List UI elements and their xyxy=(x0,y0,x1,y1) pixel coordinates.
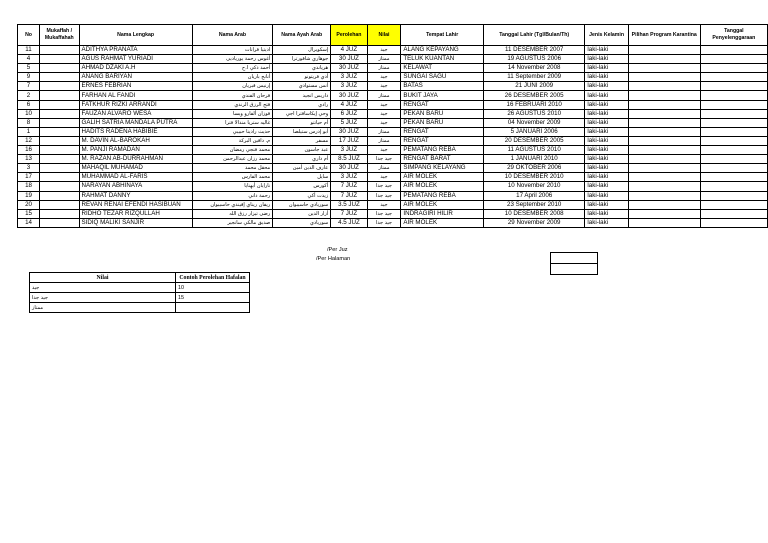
cell-perolehan: 30 JUZ xyxy=(331,91,367,100)
legend-contoh xyxy=(176,303,250,313)
cell-mukaffah xyxy=(40,182,79,191)
cell-nilai: جيد xyxy=(367,118,401,127)
cell-tempat-lahir: RENGAT BARAT xyxy=(401,155,484,164)
cell-nama-ayah-arab: سايل xyxy=(273,173,331,182)
cell-pilihan-program xyxy=(628,91,700,100)
cell-nilai: جيد جدا xyxy=(367,191,401,200)
cell-tempat-lahir: SUNGAI SAGU xyxy=(401,73,484,82)
cell-tempat-lahir: PEKAN BARU xyxy=(401,118,484,127)
cell-tanggal-penyelenggaraan xyxy=(700,109,767,118)
table-row xyxy=(18,200,768,209)
cell-jenis-kelamin: laki-laki xyxy=(585,209,628,218)
cell-tempat-lahir: RENGAT xyxy=(401,100,484,109)
cell-no: 14 xyxy=(18,218,40,227)
cell-mukaffah xyxy=(40,173,79,182)
header-nama-lengkap: Nama Lengkap xyxy=(79,25,192,46)
cell-no: 2 xyxy=(18,91,40,100)
cell-no: 12 xyxy=(18,136,40,145)
cell-tanggal-penyelenggaraan xyxy=(700,55,767,64)
cell-no: 6 xyxy=(18,100,40,109)
cell-pilihan-program xyxy=(628,191,700,200)
cell-tempat-lahir: AIR MOLEK xyxy=(401,218,484,227)
cell-tanggal-lahir: 23 September 2010 xyxy=(483,200,584,209)
cell-tanggal-lahir: 1 JANUARI 2010 xyxy=(483,155,584,164)
cell-jenis-kelamin: laki-laki xyxy=(585,82,628,91)
table-row xyxy=(18,182,768,191)
empty-box xyxy=(551,264,598,275)
student-table xyxy=(17,24,768,228)
cell-nama-ayah-arab: إسكويرال xyxy=(273,46,331,55)
table-row xyxy=(18,146,768,155)
cell-pilihan-program xyxy=(628,118,700,127)
table-row xyxy=(18,136,768,145)
legend-nilai: جيد جدا xyxy=(30,293,176,303)
cell-tanggal-lahir: 20 DESEMBER 2005 xyxy=(483,136,584,145)
legend-nilai: جيد xyxy=(30,283,176,293)
legend-contoh: 10 xyxy=(176,283,250,293)
cell-nama-arab: أحمد ذكي ا.ح xyxy=(192,64,273,73)
cell-nilai: جيد جدا xyxy=(367,218,401,227)
cell-pilihan-program xyxy=(628,127,700,136)
table-row xyxy=(18,82,768,91)
table-row xyxy=(18,173,768,182)
cell-tanggal-lahir: 5 JANUARI 2006 xyxy=(483,127,584,136)
cell-tempat-lahir: ALANG KEPAYANG xyxy=(401,46,484,55)
cell-tanggal-penyelenggaraan xyxy=(700,218,767,227)
cell-nama-ayah-arab: داريس انجيد xyxy=(273,91,331,100)
table-row xyxy=(18,209,768,218)
cell-tanggal-penyelenggaraan xyxy=(700,73,767,82)
cell-perolehan: 4.5 JUZ xyxy=(331,218,367,227)
table-row xyxy=(18,109,768,118)
cell-nama-arab: نارايان أبهنايا xyxy=(192,182,273,191)
cell-nilai: جيد xyxy=(367,82,401,91)
table-row xyxy=(18,155,768,164)
cell-tanggal-penyelenggaraan xyxy=(700,136,767,145)
cell-nama-ayah-arab: هرياندي xyxy=(273,64,331,73)
cell-perolehan: 7 JUZ xyxy=(331,209,367,218)
cell-pilihan-program xyxy=(628,136,700,145)
cell-tanggal-penyelenggaraan xyxy=(700,91,767,100)
table-body xyxy=(18,46,768,228)
cell-jenis-kelamin: laki-laki xyxy=(585,200,628,209)
cell-mukaffah xyxy=(40,218,79,227)
cell-tanggal-lahir: 11 AGUSTUS 2010 xyxy=(483,146,584,155)
cell-nilai: جيد xyxy=(367,73,401,82)
cell-tanggal-lahir: 16 FEBRUARI 2010 xyxy=(483,100,584,109)
cell-nama-arab: فرحان الفندي xyxy=(192,91,273,100)
cell-nama-ayah-arab: مسفر xyxy=(273,136,331,145)
table-row xyxy=(18,64,768,73)
cell-tanggal-penyelenggaraan xyxy=(700,209,767,218)
cell-tanggal-lahir: 26 DESEMBER 2005 xyxy=(483,91,584,100)
header-nama-arab: Nama Arab xyxy=(192,25,273,46)
cell-nama-ayah-arab: عبد جاسون xyxy=(273,146,331,155)
header-perolehan: Perolehan xyxy=(331,25,367,46)
cell-no: 3 xyxy=(18,164,40,173)
cell-mukaffah xyxy=(40,146,79,155)
cell-nama-arab: صديق مالكي سانجير xyxy=(192,218,273,227)
table-row xyxy=(18,73,768,82)
cell-perolehan: 30 JUZ xyxy=(331,127,367,136)
cell-tempat-lahir: AIR MOLEK xyxy=(401,182,484,191)
cell-mukaffah xyxy=(40,155,79,164)
cell-nilai: ممتاز xyxy=(367,127,401,136)
cell-tempat-lahir: SIMPANG KELAYANG xyxy=(401,164,484,173)
cell-jenis-kelamin: laki-laki xyxy=(585,46,628,55)
cell-nama-lengkap: M. DAVIN AL-BAROKAH xyxy=(79,136,192,145)
cell-no: 18 xyxy=(18,182,40,191)
cell-tempat-lahir: RENGAT xyxy=(401,136,484,145)
cell-perolehan: 5 JUZ xyxy=(331,118,367,127)
header-nilai: Nilai xyxy=(367,25,401,46)
cell-tanggal-lahir: 11 DESEMBER 2007 xyxy=(483,46,584,55)
cell-nama-ayah-arab: أكورس xyxy=(273,182,331,191)
cell-pilihan-program xyxy=(628,46,700,55)
cell-tempat-lahir: PEMATANG REBA xyxy=(401,146,484,155)
cell-nilai: جيد جدا xyxy=(367,182,401,191)
cell-no: 15 xyxy=(18,209,40,218)
cell-pilihan-program xyxy=(628,73,700,82)
cell-mukaffah xyxy=(40,100,79,109)
cell-tanggal-lahir: 19 AGUSTUS 2006 xyxy=(483,55,584,64)
cell-jenis-kelamin: laki-laki xyxy=(585,146,628,155)
note-per-juz: /Per Juz xyxy=(327,247,348,253)
cell-no: 19 xyxy=(18,191,40,200)
cell-nama-lengkap: AGUS RAHMAT YURIADI xyxy=(79,55,192,64)
header-tanggal-penyelenggaraan: Tanggal Penyelenggaraan xyxy=(700,25,767,46)
cell-no: 1 xyxy=(18,127,40,136)
cell-nama-ayah-arab: أنس مستوادي xyxy=(273,82,331,91)
cell-tanggal-lahir: 11 September 2009 xyxy=(483,73,584,82)
cell-tempat-lahir: TELUK KUANTAN xyxy=(401,55,484,64)
cell-tanggal-lahir: 10 November 2010 xyxy=(483,182,584,191)
legend-nilai: ممتاز xyxy=(30,303,176,313)
cell-jenis-kelamin: laki-laki xyxy=(585,73,628,82)
legend-table xyxy=(29,272,250,313)
cell-nilai: جيد جدا xyxy=(367,155,401,164)
cell-perolehan: 30 JUZ xyxy=(331,64,367,73)
cell-mukaffah xyxy=(40,136,79,145)
cell-tempat-lahir: BATAS xyxy=(401,82,484,91)
cell-perolehan: 3 JUZ xyxy=(331,82,367,91)
cell-nama-ayah-arab: أم حيانتو xyxy=(273,118,331,127)
cell-nama-arab: اديتيا فرانات xyxy=(192,46,273,55)
cell-nama-lengkap: M. RAZAN AB-DURRAHMAN xyxy=(79,155,192,164)
cell-nilai: جيد xyxy=(367,100,401,109)
cell-nama-arab: رضى تيزار رزق الله xyxy=(192,209,273,218)
cell-tanggal-penyelenggaraan xyxy=(700,127,767,136)
cell-tanggal-lahir: 29 November 2009 xyxy=(483,218,584,227)
legend-header-nilai: Nilai xyxy=(30,273,176,283)
cell-jenis-kelamin: laki-laki xyxy=(585,64,628,73)
cell-perolehan: 4 JUZ xyxy=(331,100,367,109)
cell-tanggal-lahir: 17 April 2006 xyxy=(483,191,584,200)
cell-mukaffah xyxy=(40,191,79,200)
cell-nama-arab: محمد الفارس xyxy=(192,173,273,182)
table-row xyxy=(18,164,768,173)
cell-nama-lengkap: RAHMAT DANNY xyxy=(79,191,192,200)
cell-tempat-lahir: RENGAT xyxy=(401,127,484,136)
cell-nama-lengkap: HADITS RADENA HABIBIE xyxy=(79,127,192,136)
cell-nama-lengkap: FARHAN AL FANDI xyxy=(79,91,192,100)
cell-pilihan-program xyxy=(628,64,700,73)
table-row xyxy=(18,91,768,100)
cell-tempat-lahir: AIR MOLEK xyxy=(401,200,484,209)
table-row xyxy=(18,118,768,127)
cell-nama-arab: فتح الرزق الرندي xyxy=(192,100,273,109)
cell-tanggal-penyelenggaraan xyxy=(700,200,767,209)
empty-box xyxy=(551,253,598,264)
table-header-row xyxy=(18,25,768,46)
cell-mukaffah xyxy=(40,73,79,82)
cell-nilai: جيد xyxy=(367,173,401,182)
cell-no: 7 xyxy=(18,82,40,91)
cell-tanggal-penyelenggaraan xyxy=(700,100,767,109)
cell-nama-ayah-arab: وحي إيكاسافترا اجي xyxy=(273,109,331,118)
cell-nilai: جيد xyxy=(367,146,401,155)
cell-pilihan-program xyxy=(628,209,700,218)
cell-perolehan: 30 JUZ xyxy=(331,164,367,173)
cell-pilihan-program xyxy=(628,146,700,155)
cell-no: 9 xyxy=(18,73,40,82)
cell-nama-arab: حديث رادينا حبيبي xyxy=(192,127,273,136)
cell-no: 4 xyxy=(18,55,40,64)
header-tanggal-lahir: Tanggal Lahir (Tgl/Bulan/Th) xyxy=(483,25,584,46)
cell-tanggal-penyelenggaraan xyxy=(700,82,767,91)
cell-perolehan: 3 JUZ xyxy=(331,146,367,155)
header-mukaffah: Mukaffah / Mukaffahah xyxy=(40,25,79,46)
cell-tanggal-penyelenggaraan xyxy=(700,118,767,127)
cell-tanggal-penyelenggaraan xyxy=(700,164,767,173)
table-row xyxy=(18,127,768,136)
cell-nilai: ممتاز xyxy=(367,164,401,173)
cell-tanggal-lahir: 04 November 2009 xyxy=(483,118,584,127)
cell-nama-lengkap: GALIH SATRIA MANDALA PUTRA xyxy=(79,118,192,127)
cell-no: 13 xyxy=(18,155,40,164)
table-row xyxy=(18,55,768,64)
cell-nilai: جيد xyxy=(367,46,401,55)
cell-nama-ayah-arab: أدي فريتونو xyxy=(273,73,331,82)
cell-nama-ayah-arab: سوريادي xyxy=(273,218,331,227)
cell-nama-lengkap: AHMAD DZAKI A.H xyxy=(79,64,192,73)
note-per-halaman: /Per Halaman xyxy=(316,256,351,262)
cell-tanggal-penyelenggaraan xyxy=(700,64,767,73)
cell-no: 5 xyxy=(18,64,40,73)
cell-nilai: ممتاز xyxy=(367,55,401,64)
cell-nama-lengkap: MAHAQIL MUHAMAD xyxy=(79,164,192,173)
cell-nama-lengkap: MUHAMMAD AL-FARIS xyxy=(79,173,192,182)
cell-tanggal-lahir: 26 AGUSTUS 2010 xyxy=(483,109,584,118)
cell-no: 10 xyxy=(18,109,40,118)
cell-nilai: جيد xyxy=(367,109,401,118)
cell-nama-lengkap: ADITHYA PRANATA xyxy=(79,46,192,55)
header-nama-ayah-arab: Nama Ayah Arab xyxy=(273,25,331,46)
cell-nama-arab: م. دافين البركة xyxy=(192,136,273,145)
legend-contoh: 15 xyxy=(176,293,250,303)
cell-tanggal-lahir: 10 DESEMBER 2010 xyxy=(483,173,584,182)
cell-tanggal-lahir: 14 November 2008 xyxy=(483,64,584,73)
cell-nama-lengkap: REVAN RENAI EFENDI HASIBUAN xyxy=(79,200,192,209)
cell-jenis-kelamin: laki-laki xyxy=(585,173,628,182)
table-row xyxy=(18,218,768,227)
cell-pilihan-program xyxy=(628,182,700,191)
cell-pilihan-program xyxy=(628,109,700,118)
cell-perolehan: 30 JUZ xyxy=(331,55,367,64)
cell-nama-arab: رحمة داني xyxy=(192,191,273,200)
cell-nama-arab: أنانج باريان xyxy=(192,73,273,82)
cell-jenis-kelamin: laki-laki xyxy=(585,136,628,145)
cell-tempat-lahir: KELAWAT xyxy=(401,64,484,73)
cell-nama-lengkap: NARAYAN ABHINAYA xyxy=(79,182,192,191)
cell-jenis-kelamin: laki-laki xyxy=(585,55,628,64)
cell-tempat-lahir: BUKIT JAYA xyxy=(401,91,484,100)
cell-pilihan-program xyxy=(628,218,700,227)
cell-mukaffah xyxy=(40,109,79,118)
cell-tempat-lahir: PEMATANG REBA xyxy=(401,191,484,200)
header-tempat-lahir: Tempat Lahir xyxy=(401,25,484,46)
cell-perolehan: 6 JUZ xyxy=(331,109,367,118)
cell-nama-arab: إرنيس فبريان xyxy=(192,82,273,91)
cell-nama-arab: أغوس رحمة يورياديى xyxy=(192,55,273,64)
cell-nilai: ممتاز xyxy=(367,91,401,100)
cell-jenis-kelamin: laki-laki xyxy=(585,182,628,191)
cell-pilihan-program xyxy=(628,164,700,173)
cell-nama-ayah-arab: رادي xyxy=(273,100,331,109)
cell-tempat-lahir: AIR MOLEK xyxy=(401,173,484,182)
cell-nama-lengkap: RIDHO TEZAR RIZQULLAH xyxy=(79,209,192,218)
cell-perolehan: 7 JUZ xyxy=(331,191,367,200)
cell-jenis-kelamin: laki-laki xyxy=(585,91,628,100)
cell-pilihan-program xyxy=(628,82,700,91)
cell-perolehan: 8.5 JUZ xyxy=(331,155,367,164)
cell-pilihan-program xyxy=(628,155,700,164)
cell-no: 17 xyxy=(18,173,40,182)
cell-mukaffah xyxy=(40,164,79,173)
cell-jenis-kelamin: laki-laki xyxy=(585,109,628,118)
header-pilihan-program: Pilihan Program Karantina xyxy=(628,25,700,46)
cell-nama-arab: غاليه ستريا مندالا فترا xyxy=(192,118,273,127)
cell-tanggal-lahir: 21 JUNI 2009 xyxy=(483,82,584,91)
cell-pilihan-program xyxy=(628,100,700,109)
cell-nama-ayah-arab: زيدت أكي xyxy=(273,191,331,200)
cell-tanggal-penyelenggaraan xyxy=(700,146,767,155)
cell-nilai: جيد xyxy=(367,200,401,209)
cell-mukaffah xyxy=(40,55,79,64)
cell-jenis-kelamin: laki-laki xyxy=(585,218,628,227)
cell-nama-ayah-arab: عارف الدين أمين xyxy=(273,164,331,173)
cell-mukaffah xyxy=(40,209,79,218)
cell-perolehan: 3 JUZ xyxy=(331,73,367,82)
cell-tanggal-penyelenggaraan xyxy=(700,182,767,191)
cell-pilihan-program xyxy=(628,55,700,64)
cell-perolehan: 4 JUZ xyxy=(331,46,367,55)
cell-jenis-kelamin: laki-laki xyxy=(585,155,628,164)
cell-mukaffah xyxy=(40,127,79,136)
cell-jenis-kelamin: laki-laki xyxy=(585,100,628,109)
cell-nama-arab: محمد فنجي رمضان xyxy=(192,146,273,155)
cell-nama-lengkap: FATKHUR RIZKI ARRANDI xyxy=(79,100,192,109)
cell-mukaffah xyxy=(40,118,79,127)
cell-pilihan-program xyxy=(628,173,700,182)
cell-mukaffah xyxy=(40,91,79,100)
cell-nama-ayah-arab: أبو إدرس ستيلصا xyxy=(273,127,331,136)
table-row xyxy=(18,46,768,55)
cell-pilihan-program xyxy=(628,200,700,209)
cell-nilai: جيد جدا xyxy=(367,209,401,218)
cell-mukaffah xyxy=(40,200,79,209)
cell-perolehan: 7 JUZ xyxy=(331,182,367,191)
empty-boxes xyxy=(550,252,598,275)
cell-jenis-kelamin: laki-laki xyxy=(585,118,628,127)
cell-jenis-kelamin: laki-laki xyxy=(585,164,628,173)
cell-tanggal-penyelenggaraan xyxy=(700,46,767,55)
cell-nama-arab: محمد رزان عبدالرحمن xyxy=(192,155,273,164)
cell-no: 11 xyxy=(18,46,40,55)
cell-mukaffah xyxy=(40,82,79,91)
cell-tempat-lahir: INDRAGIRI HILIR xyxy=(401,209,484,218)
cell-tempat-lahir: PEKAN BARU xyxy=(401,109,484,118)
cell-tanggal-penyelenggaraan xyxy=(700,155,767,164)
header-no: No xyxy=(18,25,40,46)
header-jenis-kelamin: Jenis Kelamin xyxy=(585,25,628,46)
cell-tanggal-lahir: 10 DESEMBER 2008 xyxy=(483,209,584,218)
legend-header-contoh: Contoh Perolehan Hafalan xyxy=(176,273,250,283)
cell-nama-lengkap: M. PANJI RAMADAN xyxy=(79,146,192,155)
cell-nama-ayah-arab: أم داري xyxy=(273,155,331,164)
cell-nilai: ممتاز xyxy=(367,136,401,145)
cell-nama-lengkap: ERNES FEBRIAN xyxy=(79,82,192,91)
cell-nilai: ممتاز xyxy=(367,64,401,73)
cell-nama-ayah-arab: سوريادي حاسيبوان xyxy=(273,200,331,209)
cell-perolehan: 3 JUZ xyxy=(331,173,367,182)
cell-jenis-kelamin: laki-laki xyxy=(585,191,628,200)
cell-no: 8 xyxy=(18,118,40,127)
cell-tanggal-penyelenggaraan xyxy=(700,173,767,182)
cell-tanggal-penyelenggaraan xyxy=(700,191,767,200)
cell-mukaffah xyxy=(40,64,79,73)
cell-perolehan: 17 JUZ xyxy=(331,136,367,145)
cell-no: 16 xyxy=(18,146,40,155)
cell-nama-arab: محقل محمد xyxy=(192,164,273,173)
cell-nama-ayah-arab: أزار الدين xyxy=(273,209,331,218)
cell-mukaffah xyxy=(40,46,79,55)
cell-no: 20 xyxy=(18,200,40,209)
cell-jenis-kelamin: laki-laki xyxy=(585,127,628,136)
cell-nama-lengkap: FAUZAN ALVARO WESA xyxy=(79,109,192,118)
cell-nama-lengkap: ANANG BARIYAN xyxy=(79,73,192,82)
cell-nama-arab: ريفان ريناي إفيندي حاسيبوان xyxy=(192,200,273,209)
cell-nama-ayah-arab: جوهاري شافورترا xyxy=(273,55,331,64)
table-row xyxy=(18,100,768,109)
table-row xyxy=(18,191,768,200)
cell-nama-arab: فوزان ألفارو ويسا xyxy=(192,109,273,118)
cell-tanggal-lahir: 29 OKTOBER 2006 xyxy=(483,164,584,173)
cell-nama-lengkap: SIDIQ MALIKI SANJIR xyxy=(79,218,192,227)
cell-perolehan: 3.5 JUZ xyxy=(331,200,367,209)
